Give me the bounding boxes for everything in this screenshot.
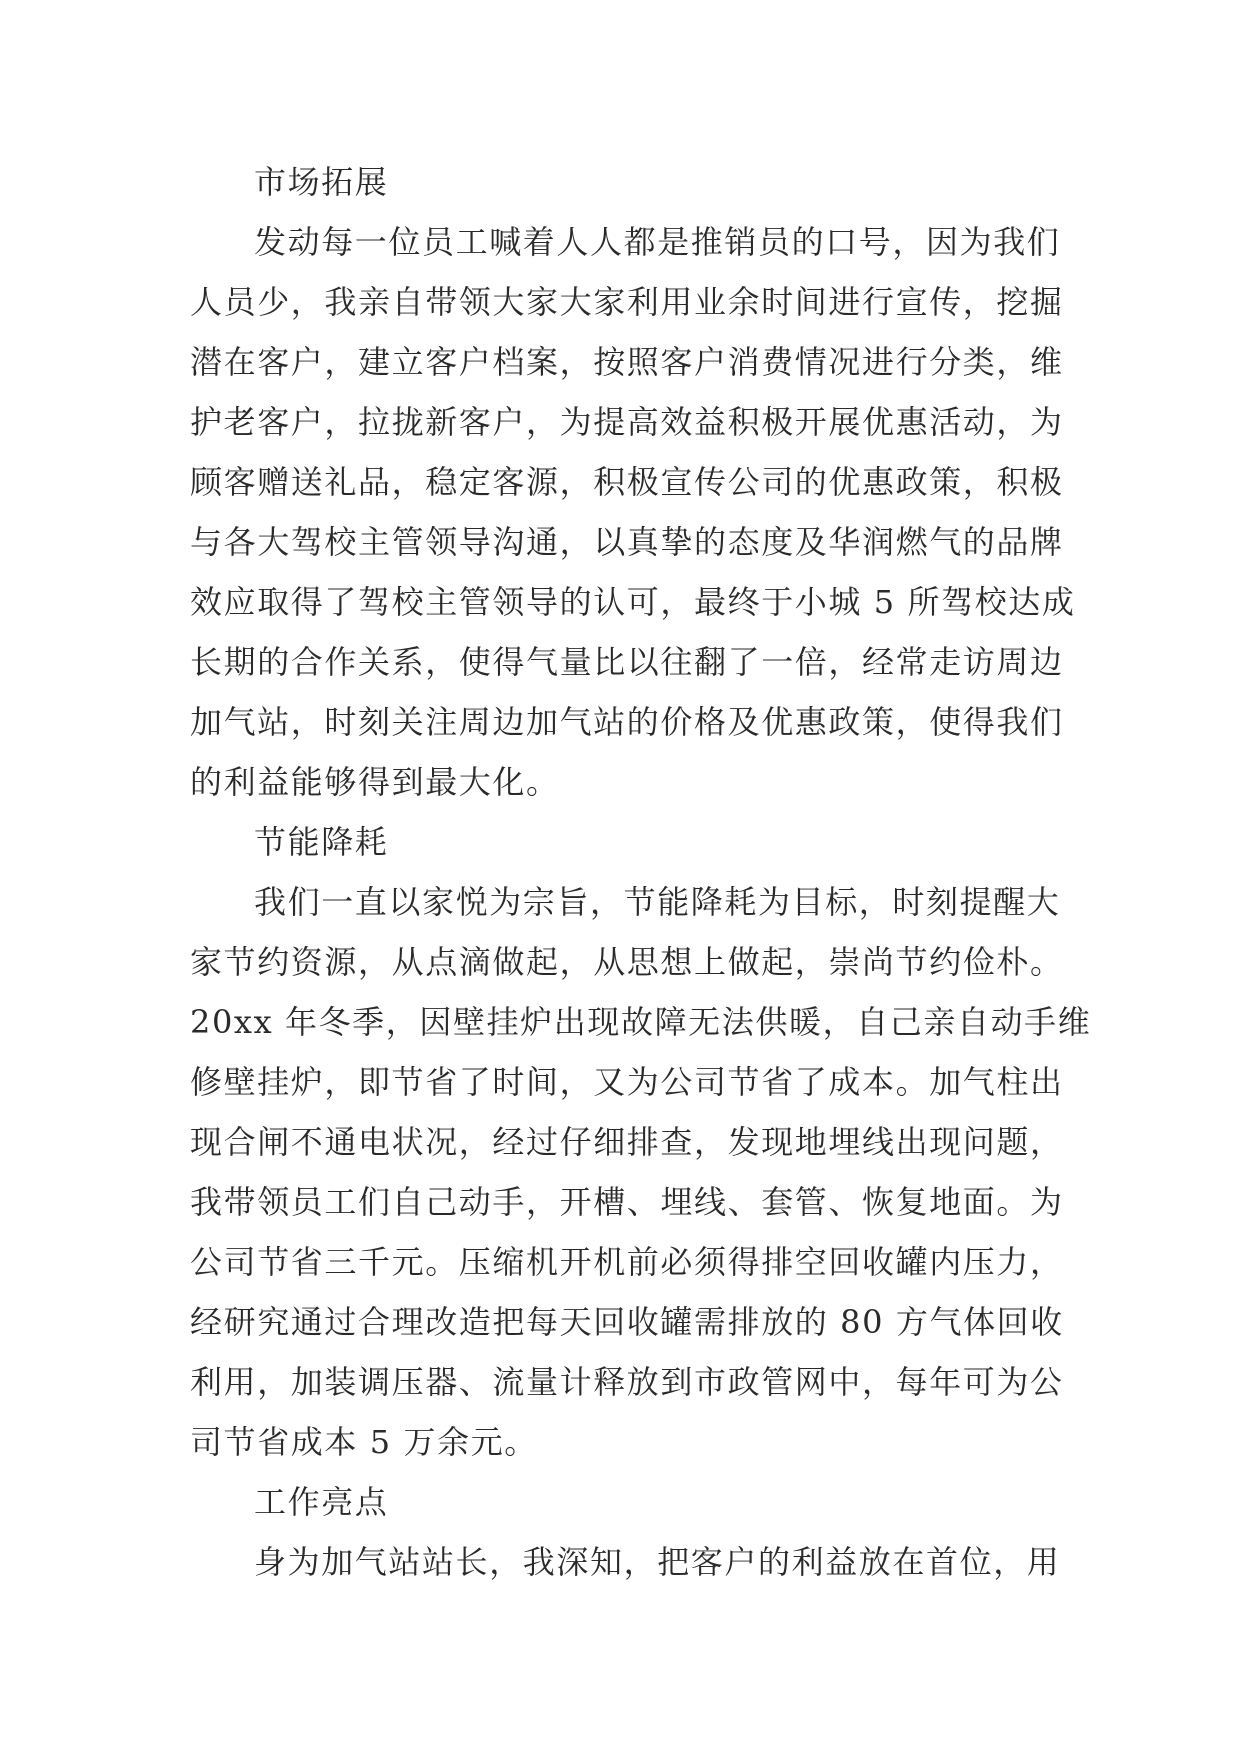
paragraph-line: 效应取得了驾校主管领导的认可，最终于小城 5 所驾校达成 <box>190 583 1076 621</box>
paragraph-line: 发动每一位员工喊着人人都是推销员的口号，因为我们 <box>254 223 1061 261</box>
paragraph-line: 护老客户，拉拢新客户，为提高效益积极开展优惠活动，为 <box>190 403 1064 441</box>
paragraph-line: 我带领员工们自己动手，开槽、埋线、套管、恢复地面。为 <box>190 1183 1064 1221</box>
document-body <box>190 152 1092 1592</box>
section-heading-energy-saving: 节能降耗 <box>254 823 389 861</box>
paragraph-line: 顾客赠送礼品，稳定客源，积极宣传公司的优惠政策，积极 <box>190 463 1064 501</box>
paragraph-line: 20xx 年冬季，因壁挂炉出现故障无法供暖，自己亲自动手维 <box>190 1003 1092 1041</box>
paragraph-line: 家节约资源，从点滴做起，从思想上做起，崇尚节约俭朴。 <box>190 943 1064 981</box>
paragraph-line: 加气站，时刻关注周边加气站的价格及优惠政策，使得我们 <box>190 703 1064 741</box>
paragraph-line: 身为加气站站长，我深知，把客户的利益放在首位，用 <box>254 1543 1061 1581</box>
paragraph-line: 司节省成本 5 万余元。 <box>190 1423 538 1461</box>
paragraph-line: 现合闸不通电状况，经过仔细排查，发现地埋线出现问题， <box>190 1123 1064 1161</box>
paragraph-line: 与各大驾校主管领导沟通，以真挚的态度及华润燃气的品牌 <box>190 523 1064 561</box>
paragraph-line: 利用，加装调压器、流量计释放到市政管网中，每年可为公 <box>190 1363 1064 1401</box>
paragraph-line: 我们一直以家悦为宗旨，节能降耗为目标，时刻提醒大 <box>254 883 1061 921</box>
paragraph-line: 潜在客户，建立客户档案，按照客户消费情况进行分类，维 <box>190 343 1064 381</box>
section-heading-market-expansion: 市场拓展 <box>254 163 389 201</box>
paragraph-line: 的利益能够得到最大化。 <box>190 763 560 801</box>
paragraph-line: 经研究通过合理改造把每天回收罐需排放的 80 方气体回收 <box>190 1303 1064 1341</box>
paragraph-line: 公司节省三千元。压缩机开机前必须得排空回收罐内压力， <box>190 1243 1064 1281</box>
paragraph-line: 修壁挂炉，即节省了时间，又为公司节省了成本。加气柱出 <box>190 1063 1064 1101</box>
paragraph-line: 人员少，我亲自带领大家大家利用业余时间进行宣传，挖掘 <box>190 283 1064 321</box>
section-heading-work-highlights: 工作亮点 <box>254 1483 389 1521</box>
paragraph-line: 长期的合作关系，使得气量比以往翻了一倍，经常走访周边 <box>190 643 1064 681</box>
